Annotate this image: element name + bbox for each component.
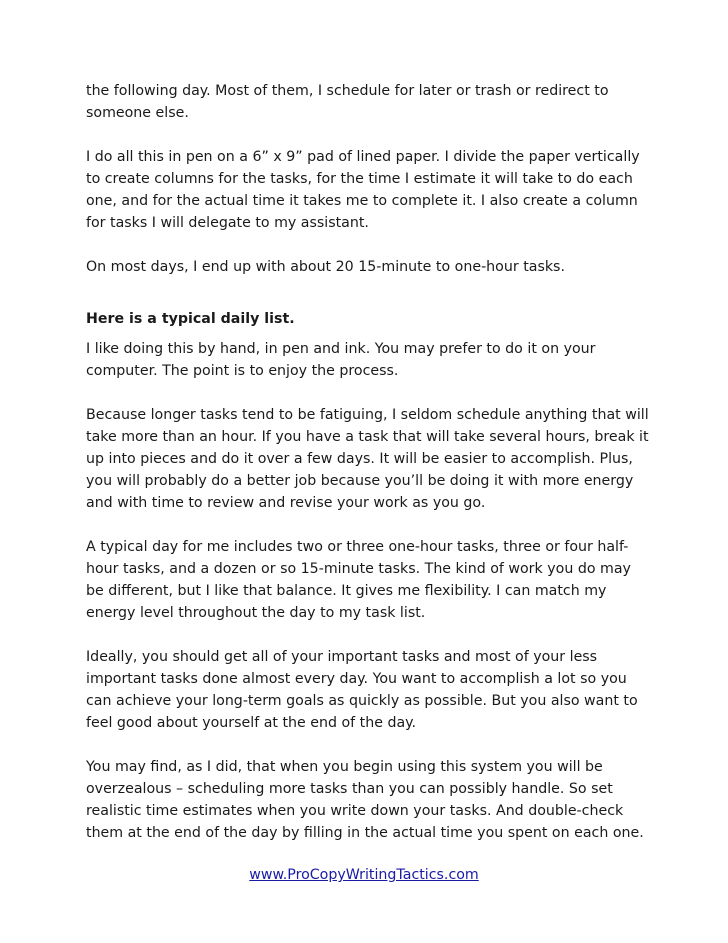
paragraph-ideally: Ideally, you should get all of your important tasks and most of your less important tasks done almost every day. You want to accomplish a lot so you can achieve your long-term goals as quickly as possible. But you also want to feel good about yourself at the end of the day. [86,649,638,731]
paragraph-typical-day: A typical day for me includes two or three one-hour tasks, three or four half-hour tasks, and a dozen or so 15-minute tasks. The kind of work you do may be different, but I like that balance. It gives me flexibility. I can match my energy level throughout the day to my task list. [86,539,631,621]
page-footer [0,864,728,886]
paragraph-longer-tasks: Because longer tasks tend to be fatiguing, I seldom schedule anything that will take more than an hour. If you have a task that will take several hours, break it up into pieces and do it over a few days. It will be easier to accomplish. Plus, you will probably do a better job because you’ll be doing it with more energy and with time to review and revise your work as you go. [86,407,649,511]
paragraph-pen-and-paper: I do all this in pen on a 6” x 9” pad of lined paper. I divide the paper vertically to create columns for the tasks, for the time I estimate it will take to do each one, and for the actual time it takes me to complete it. I also create a column for tasks I will delegate to my assistant. [86,149,640,231]
paragraph-continuation: the following day. Most of them, I schedule for later or trash or redirect to someone else. [86,83,609,121]
paragraph-by-hand: I like doing this by hand, in pen and ink. You may prefer to do it on your computer. The point is to enjoy the process. [86,341,596,379]
paragraph-overzealous: You may find, as I did, that when you begin using this system you will be overzealous – scheduling more tasks than you can possibly handle. So set realistic time estimates when you write down your tasks. And double-check them at the end of the day by filling in the actual time you spent on each one. [86,759,644,841]
document-body [86,80,651,844]
footer-website-link[interactable]: www.ProCopyWritingTactics.com [249,867,479,883]
paragraph-task-count: On most days, I end up with about 20 15-minute to one-hour tasks. [86,259,565,275]
section-heading: Here is a typical daily list. [86,311,295,327]
